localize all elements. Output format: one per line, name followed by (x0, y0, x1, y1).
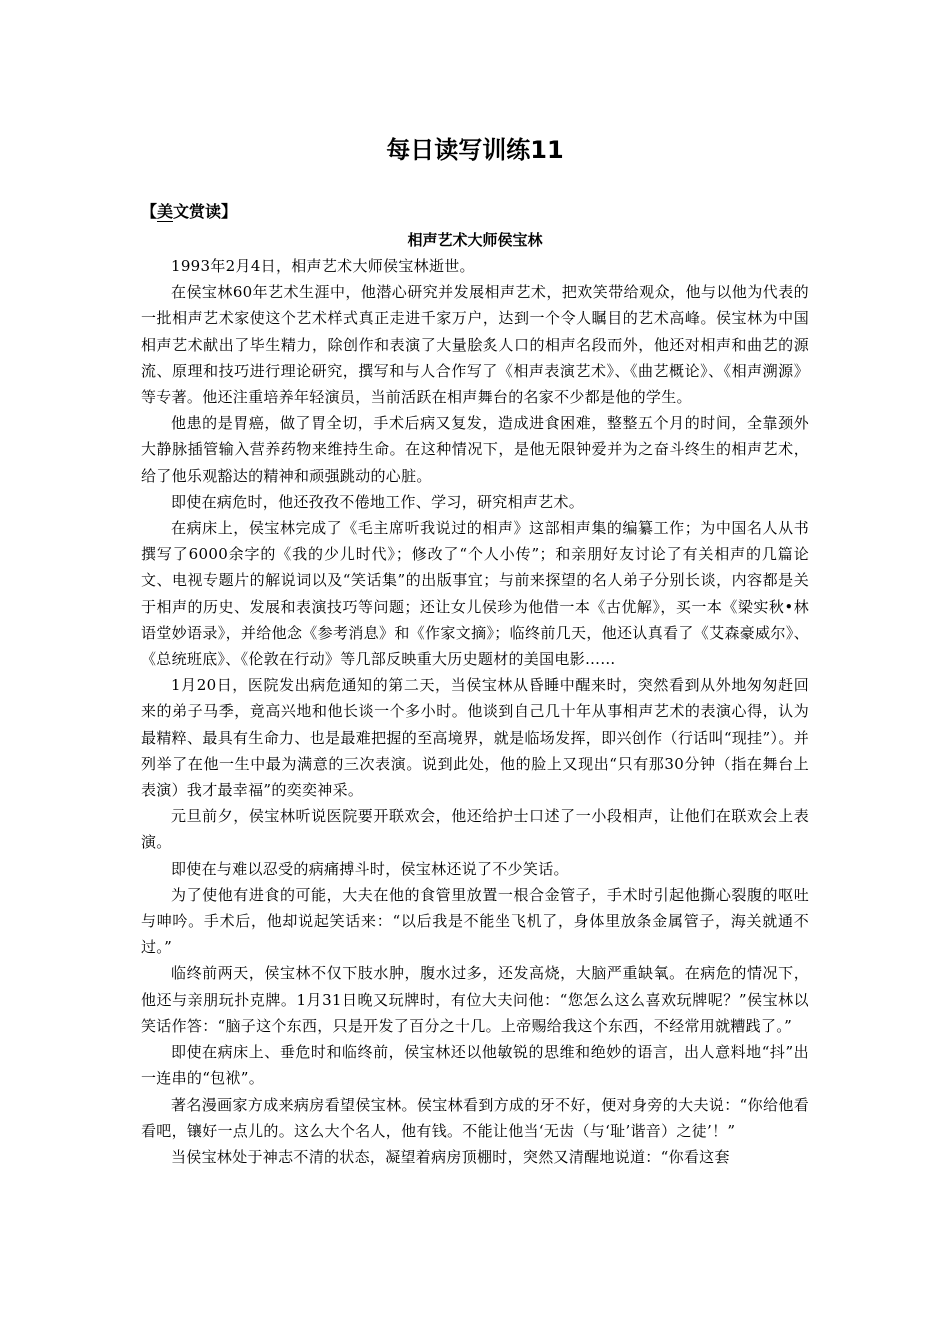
section-heading-underlined: 美 (157, 202, 174, 221)
paragraph: 著名漫画家方成来病房看望侯宝林。侯宝林看到方成的牙不好，便对身旁的大夫说：“你给他看看吧，镶好一点儿的。这么大个名人，他有钱。不能让他当‘无齿（与‘耻’谐音）之徒’！” (141, 1095, 809, 1140)
section-heading-rest: 文赏读】 (173, 202, 238, 221)
page-title: 每日读写训练11 (386, 136, 564, 164)
paragraph: 即使在病床上、垂危时和临终前，侯宝林还以他敏锐的思维和绝妙的语言，出人意料地“抖”出一连串的“包袱”。 (141, 1043, 809, 1088)
paragraph: 当侯宝林处于神志不清的状态，凝望着病房顶棚时，突然又清醒地说道：“你看这套 (171, 1147, 730, 1166)
paragraph: 他患的是胃癌，做了胃全切，手术后病又复发，造成进食困难，整整五个月的时间，全靠颈外大静脉插管输入营养药物来维持生命。在这种情况下，是他无限钟爱并为之奋斗终生的相声艺术，给了他乐观豁达的精神和顽强跳动的心脏。 (141, 414, 809, 485)
paragraph: 临终前两天，侯宝林不仅下肢水肿，腹水过多，还发高烧，大脑严重缺氧。在病危的情况下，他还与亲朋玩扑克牌。1月31日晚又玩牌时，有位大夫问他：“您怎么这么喜欢玩牌呢？”侯宝林以笑话作答：“脑子这个东西，只是开发了百分之十几。上帝赐给我这个东西，不经常用就糟践了。” (141, 964, 809, 1035)
paragraph: 为了使他有进食的可能，大夫在他的食管里放置一根合金管子，手术时引起他撕心裂腹的呕吐与呻吟。手术后，他却说起笑话来：“以后我是不能坐飞机了，身体里放条金属管子，海关就通不过。” (141, 885, 809, 957)
article-title: 相声艺术大师侯宝林 (407, 231, 543, 249)
paragraph: 1993年2月4日，相声艺术大师侯宝林逝世。 (171, 257, 475, 275)
article-body (141, 253, 809, 1170)
section-heading (141, 200, 237, 224)
section-bracket-open: 【 (141, 202, 158, 221)
article (141, 227, 809, 1170)
paragraph: 在侯宝林60年艺术生涯中，他潜心研究并发展相声艺术，把欢笑带给观众，他与以他为代表的一批相声艺术家使这个艺术样式真正走进千家万户，达到一个令人瞩目的艺术高峰。侯宝林为中国相声艺术献出了毕生精力，除创作和表演了大量脍炙人口的相声名段而外，他还对相声和曲艺的源流、原理和技巧进行理论研究，撰写和与人合作写了《相声表演艺术》、《曲艺概论》、《相声溯源》等专著。他还注重培养年轻演员，当前活跃在相声舞台的名家不少都是他的学生。 (141, 283, 809, 407)
paragraph: 元旦前夕，侯宝林听说医院要开联欢会，他还给护士口述了一小段相声，让他们在联欢会上表演。 (141, 807, 809, 852)
paragraph: 即使在病危时，他还孜孜不倦地工作、学习，研究相声艺术。 (171, 492, 585, 511)
paragraph: 即使在与难以忍受的病痛搏斗时，侯宝林还说了不少笑话。 (171, 859, 569, 878)
paragraph: 在病床上，侯宝林完成了《毛主席听我说过的相声》这部相声集的编纂工作；为中国名人从书撰写了6000余字的《我的少儿时代》；修改了“个人小传”；和亲朋好友讨论了有关相声的几篇论文、电视专题片的解说词以及“笑话集”的出版事宜；与前来探望的名人弟子分别长谈，内容都是关于相声的历史、发展和表演技巧等问题；还让女儿侯珍为他借一本《古优解》，买一本《梁实秋•林语堂妙语录》，并给他念《参考消息》和《作家文摘》；临终前几天，他还认真看了《艾森豪威尔》、《总统班底》、《伦敦在行动》等几部反映重大历史题材的美国电影…… (141, 519, 809, 669)
paragraph: 1月20日，医院发出病危通知的第二天，当侯宝林从昏睡中醒来时，突然看到从外地匆匆赶回来的弟子马季，竟高兴地和他长谈一个多小时。他谈到自己几十年从事相声艺术的表演心得，认为最精粹、最具有生命力、也是最难把握的至高境界，就是临场发挥，即兴创作（行话叫“现挂”）。并列举了在他一生中最为满意的三次表演。说到此处，他的脸上又现出“只有那30分钟（指在舞台上表演）我才最幸福”的奕奕神采。 (141, 676, 809, 800)
